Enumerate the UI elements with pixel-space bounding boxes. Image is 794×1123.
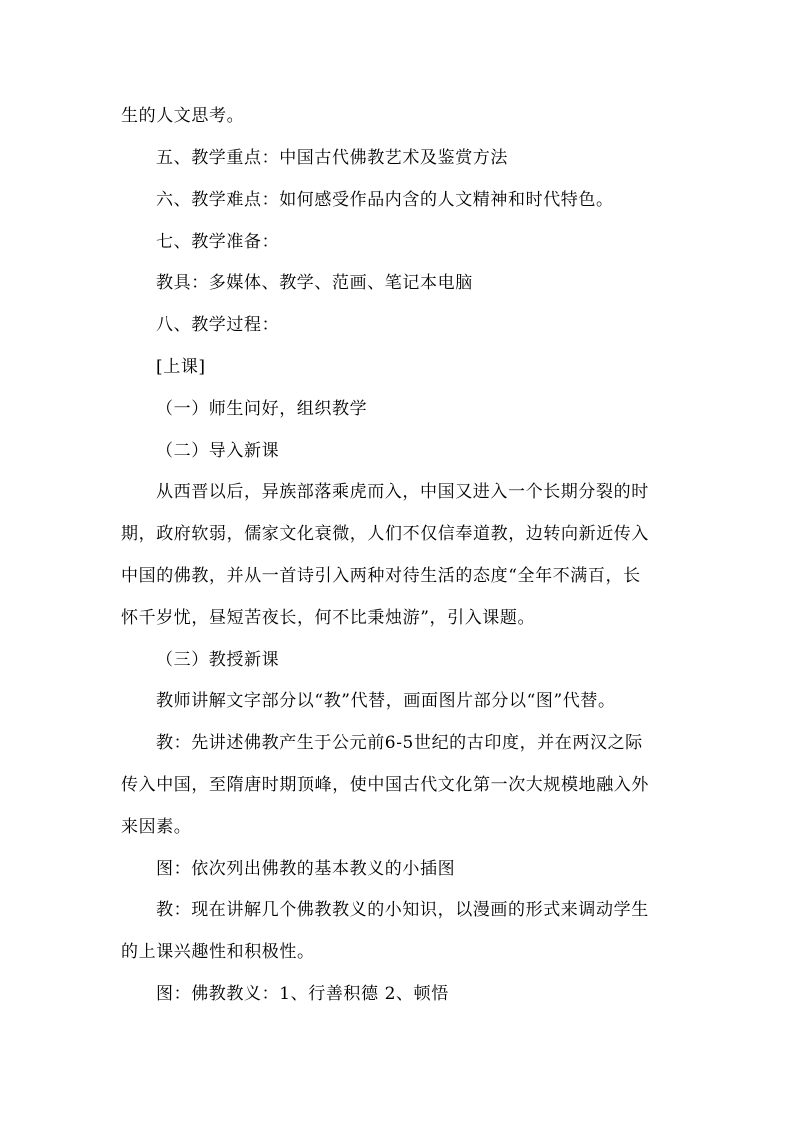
- text-line: 七、教学准备：: [156, 232, 280, 252]
- text-line: 教：先讲述佛教产生于公元前6-5世纪的古印度，并在两汉之际: [156, 733, 643, 753]
- text-line: 图：佛教教义：1、行善积德 2、顿悟: [156, 984, 449, 1004]
- text-line: 从西晋以后，异族部落乘虎而入，中国又进入一个长期分裂的时: [156, 482, 649, 502]
- text-line: 来因素。: [121, 817, 192, 837]
- text-line: 教：现在讲解几个佛教教义的小知识，以漫画的形式来调动学生: [156, 900, 649, 920]
- text-line: 传入中国，至隋唐时期顶峰，使中国古代文化第一次大规模地融入外: [121, 775, 649, 795]
- text-line: [上课]: [156, 357, 206, 377]
- text-line: （二）导入新课: [156, 441, 280, 461]
- text-line: 期，政府软弱，儒家文化衰微，人们不仅信奉道教，边转向新近传入: [121, 524, 649, 544]
- text-line: 生的人文思考。: [121, 106, 245, 126]
- text-line: （一）师生问好，组织教学: [156, 399, 368, 419]
- text-line: 的上课兴趣性和积极性。: [121, 942, 315, 962]
- text-line: （三）教授新课: [156, 650, 280, 670]
- text-line: 教师讲解文字部分以“教”代替，画面图片部分以“图”代替。: [156, 691, 616, 711]
- text-line: 六、教学难点：如何感受作品内含的人文精神和时代特色。: [156, 190, 614, 210]
- text-line: 图：依次列出佛教的基本教义的小插图: [156, 859, 456, 879]
- text-line: 五、教学重点：中国古代佛教艺术及鉴赏方法: [156, 148, 508, 168]
- text-line: 怀千岁忧，昼短苦夜长，何不比秉烛游”，引入课题。: [121, 608, 536, 628]
- text-line: 八、教学过程：: [156, 315, 280, 335]
- text-line: 教具：多媒体、教学、范画、笔记本电脑: [156, 273, 473, 293]
- text-line: 中国的佛教，并从一首诗引入两种对待生活的态度“全年不满百，长: [121, 566, 641, 586]
